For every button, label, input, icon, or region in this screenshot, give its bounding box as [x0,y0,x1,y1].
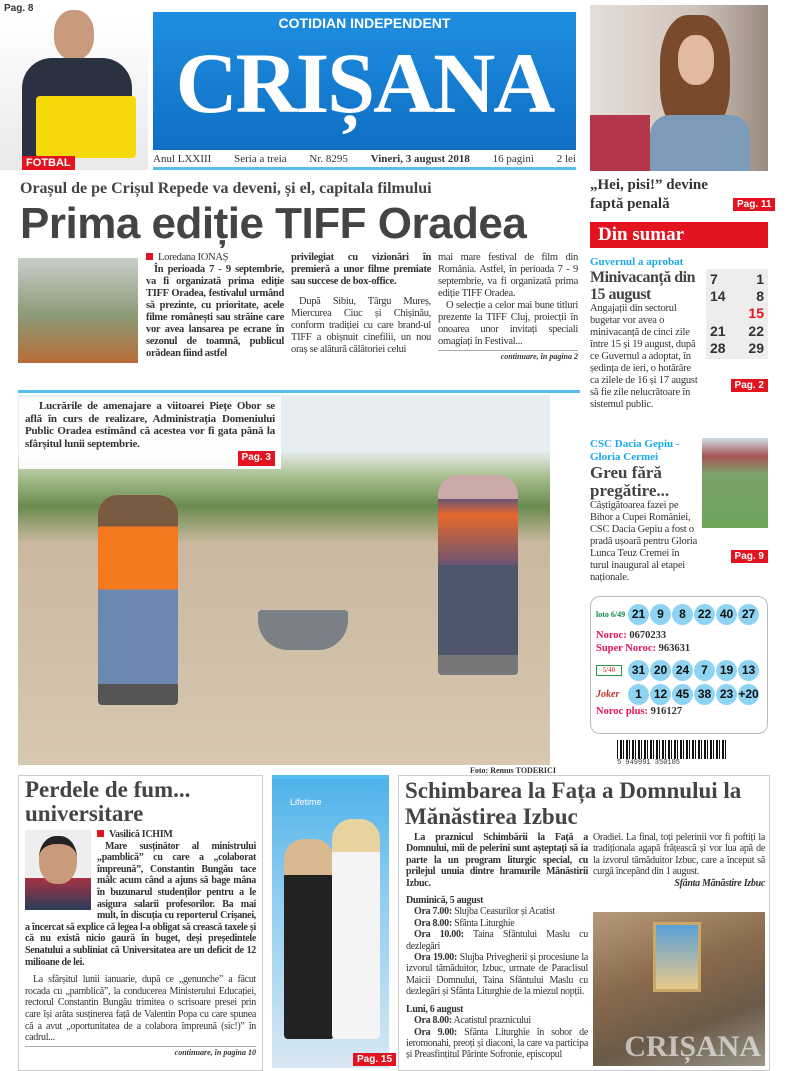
lead-photo[interactable] [18,258,138,363]
actress-left [284,839,334,1039]
author-marker-icon [97,830,104,837]
issue-number: Nr. 8295 [309,153,348,165]
year: Anul LXXIII [153,153,212,165]
jacket [650,115,750,171]
holiday-float [706,269,768,393]
celebrity-photo[interactable] [272,775,389,1068]
wheelbarrow [258,610,348,650]
story-title: Greu fără pregătire... [590,463,670,500]
story-title: Minivacanță din 15 august [590,269,695,303]
worker-right [438,475,518,675]
super-noroc-line: Super Noroc: 963631 [596,643,691,654]
monastery-article: Schimbarea la Fața a Domnului la Mănăstirea Izbuc La praznicul Schimbării la Față a Domnului, mii de pelerini sunt așteptați să ia parte la un program liturgic special, cu prilejul unuia dintre hramurile Mănăstirii Izbuc. Duminică, 5 august Ora 7.00: Slujba Ceasurilor și Acatist Ora 8.00: Sfânta Liturghie Ora 10.00: Taina Sfântului Maslu cu dezlegări Ora 19.00: Slujba Privegherii și procesiune la izvorul tămăduitor, Izbuc, urmate de Paraclisul Maicii Domnului, Taina Sfântului Maslu cu dezlegări și Sfânta Liturghie de la miezul nopții. Luni, 6 august Ora 8.00: Acatistul praznicului Ora 9.00: Sfânta Liturghie în sobor de ieromonahi, preoți și diaconi, la care va participa și Preasfințitul Părinte Sofronie, episcopul Oradiei. La final, toți pelerinii vor fi poftiți la tradiționala agapă frățească și vor lua apă de la izvorul tămăduitor Izbuc, care a început să curgă începând din 1 august. Sfânta Mănăstire Izbuc CRIȘANA [398,775,770,1071]
football-match-photo [702,438,768,528]
photo-credit: Foto: Remus TODERICI [470,766,556,775]
yellow-jersey [36,96,136,158]
series: Seria a treia [234,153,287,165]
opinion-author: Vasilică ICHIM [25,829,256,841]
section-label-fotbal: FOTBAL [22,156,75,170]
woman-photo[interactable] [590,5,768,171]
calendar-photo: 7 1 14 8 15 21 22 28 29 [706,269,768,359]
barcode-bars [617,740,727,759]
masthead [153,12,576,150]
person-head [54,10,94,60]
masthead-tagline: COTIDIAN INDEPENDENT [278,15,451,31]
sidebar-story-football[interactable]: Pag. 9 CSC Dacia Gepiu - Gloria Cermei Greu fără pregătire... Câștigătoarea fazei pe Bihor a Cupei României, CSC Dacia Gepiu a fost o pradă ușoară pentru Gloria Lunca Teuz Cremei în turul inaugural al etapei naționale. [590,438,768,584]
lottery-results-box [590,596,768,734]
hand [590,115,650,171]
teaser-page-ref[interactable]: Pag. 11 [733,198,775,211]
loto-540-row: 5/40 31 20 24 7 19 13 [596,660,762,681]
loto-649-logo: loto 6/49 [596,610,626,619]
worker-left [98,495,178,705]
monastery-photo[interactable] [593,912,765,1066]
woman-face [678,35,714,85]
joker-logo: Joker [596,689,620,700]
author-marker-icon [146,253,153,260]
joker-row: Joker 1 12 45 38 23 +20 [596,684,762,705]
barcode: 5 949991 350105 [617,740,727,770]
summary-header: Din sumar [590,222,768,248]
lead-author: Loredana IONAȘ [146,252,284,264]
opinion-headline[interactable]: Perdele de fum... universitare [25,777,191,826]
issue-date: Vineri, 3 august 2018 [370,153,470,165]
lead-column-3: mai mare festival de film din România. Astfel, în perioada 7 - 9 septembrie, va fi organizată prima ediție TIFF Oradea. O selecție a celor mai bune titluri prezente la TIFF Cluj, proiecții în onoarea unor invitați speciali omagiați în Festival... continuare, în pagina 2 [438,252,578,361]
football-float [702,438,768,564]
story-kicker: Guvernul a aprobat [590,256,684,268]
photo-caption-box: Lucrările de amenajare a viitoarei Piețe Obor se află în curs de realizare, Administrația Domeniului Public Oradea estimând că acestea vor fi gata până la sfârșitul lunii septembrie. Pag. 3 [19,397,281,469]
loto-649-row: loto 6/49 21 9 8 22 40 27 [596,604,762,625]
opinion-continued-link[interactable]: continuare, în pagina 10 [25,1046,256,1059]
celebrity-page-ref[interactable]: Pag. 15 [353,1053,396,1066]
page-count: 16 pagini [492,153,534,165]
masthead-title: CRIȘANA [175,35,554,131]
noroc-line: Noroc: 0670233 [596,630,667,641]
lead-kicker: Orașul de pe Crișul Repede va deveni, și el, capitala filmului [20,180,432,197]
teaser-headline[interactable]: „Hei, pisi!” devine faptă penală [590,177,708,212]
actress-right [332,819,380,1039]
price: 2 lei [556,153,576,165]
lead-headline[interactable]: Prima ediție TIFF Oradea [20,199,527,248]
holiday-page-ref[interactable]: Pag. 2 [731,379,768,392]
lead-column-1: Loredana IONAȘ În perioada 7 - 9 septembrie, va fi organizată prima ediție TIFF Oradea, festivalul urmând să prezinte, cu prioritate, acele filme românești sau străine care vor avea lansarea pe ecrane în sezonul de toamnă, publicul orădean fiind astfel [146,252,284,359]
lead-column-2: privilegiat cu vizionări în premieră a unor filme premiate sau succese de box-office. După Sibiu, Târgu Mureș, Miercurea Ciuc și Chișinău, conform tradiției cu care brand-ul TIFF a obișnuit cinefilii, un nou oraș se alătură călătoriei celui [291,252,431,355]
brand-text: Lifetime [290,797,322,807]
lead-continued-link[interactable]: continuare, în pagina 2 [438,350,578,363]
sidebar-story-holiday[interactable]: Guvernul a aprobat 7 1 14 8 15 21 22 28 29 Pag. 2 Minivacanță din 15 august Angajații din sectorul bugetar vor avea o minivacanță de cinci zile între 15 și 19 august, după ce Guvernul a adoptat, în ședința de ieri, o hotărâre ca zilele de 16 și 17 august să fie zile nelucrătoare în sistemul public. [590,256,768,411]
watermark: CRIȘANA [624,1030,761,1063]
opinion-article: Perdele de fum... universitare Vasilică ICHIM Mare susținător al ministrului „pamblică” cu care a „colaborat împreună”, Constantin Bungău tace mâlc acum când a ajuns să bage mâna în buzunarul studenților pentru a le asigura salarii profesorilor. Ba mai mult, în discuția cu reporterul Crișanei, a încercat să explice că legea l-a obligat să crească taxele și că nu există nicio gaură în buget, deși președintele Senatului a subliniat că Universitatea are un deficit de 12 milioane de lei. La sfârșitul lunii ianuarie, după ce „genunche” a făcut rocada cu „pamblică”, la conducerea Ministerului Educației, rectorul Constantin Bungău trimitea o scrisoare presei prin care își arăta susținerea față de Valentin Popa cu care spunea că a avut „oportunitatea de a colabora împreună (sic!)” în cadrul... continuare, în pagina 10 [18,775,263,1071]
icon-painting [653,922,701,992]
page-ref-top-left: Pag. 8 [4,3,34,14]
loto-540-logo: 5/40 [596,665,622,676]
divider [18,390,580,393]
noroc-plus-line: Noroc plus: 916127 [596,706,683,717]
football-page-ref[interactable]: Pag. 9 [731,550,768,563]
football-promo-photo[interactable] [0,0,148,170]
author-photo [25,830,91,910]
photo-page-ref[interactable]: Pag. 3 [238,451,275,466]
story-kicker: CSC Dacia Gepiu - Gloria Cermei [590,438,680,463]
monastery-headline[interactable]: Schimbarea la Fața a Domnului la Mănăstirea Izbuc [405,778,742,829]
monastery-signature: Sfânta Mănăstire Izbuc [674,877,765,889]
masthead-info-line [153,153,576,170]
